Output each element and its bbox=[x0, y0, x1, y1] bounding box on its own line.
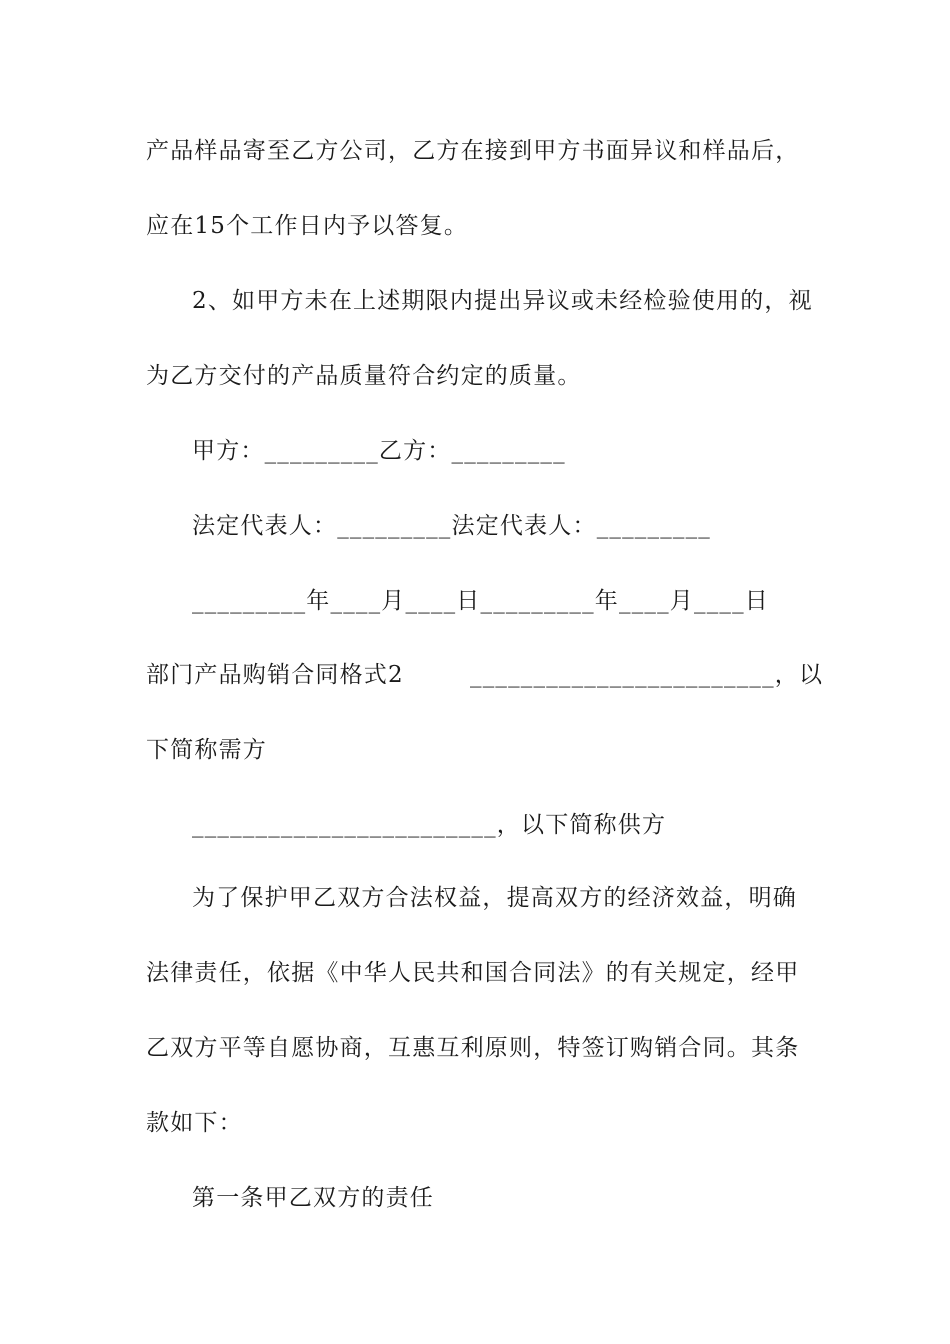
date-line: _________年____月____日_________年____月____日 bbox=[192, 588, 769, 614]
paragraph-line: 应在15个工作日内予以答复。 bbox=[146, 213, 469, 239]
signature-parties-line: 甲方：_________乙方：_________ bbox=[192, 438, 566, 464]
paragraph-line: 为了保护甲乙双方合法权益，提高双方的经济效益，明确 bbox=[192, 885, 797, 911]
paragraph-line: 2、如甲方未在上述期限内提出异议或未经检验使用的，视 bbox=[192, 288, 813, 314]
article-heading: 第一条甲乙双方的责任 bbox=[192, 1185, 434, 1211]
paragraph-line: 下简称需方 bbox=[146, 737, 267, 763]
paragraph-line: 为乙方交付的产品质量符合约定的质量。 bbox=[146, 363, 582, 389]
buyer-blank-line: ________________________，以 bbox=[470, 662, 824, 688]
supplier-blank-line: ________________________，以下简称供方 bbox=[192, 812, 667, 838]
section-title: 部门产品购销合同格式2 bbox=[146, 662, 404, 688]
paragraph-line: 产品样品寄至乙方公司，乙方在接到甲方书面异议和样品后， bbox=[146, 138, 800, 164]
paragraph-line: 款如下： bbox=[146, 1110, 243, 1136]
paragraph-line: 法律责任，依据《中华人民共和国合同法》的有关规定，经甲 bbox=[146, 960, 800, 986]
legal-representative-line: 法定代表人：_________法定代表人：_________ bbox=[192, 513, 711, 539]
paragraph-line: 乙双方平等自愿协商，互惠互利原则，特签订购销合同。其条 bbox=[146, 1035, 800, 1061]
